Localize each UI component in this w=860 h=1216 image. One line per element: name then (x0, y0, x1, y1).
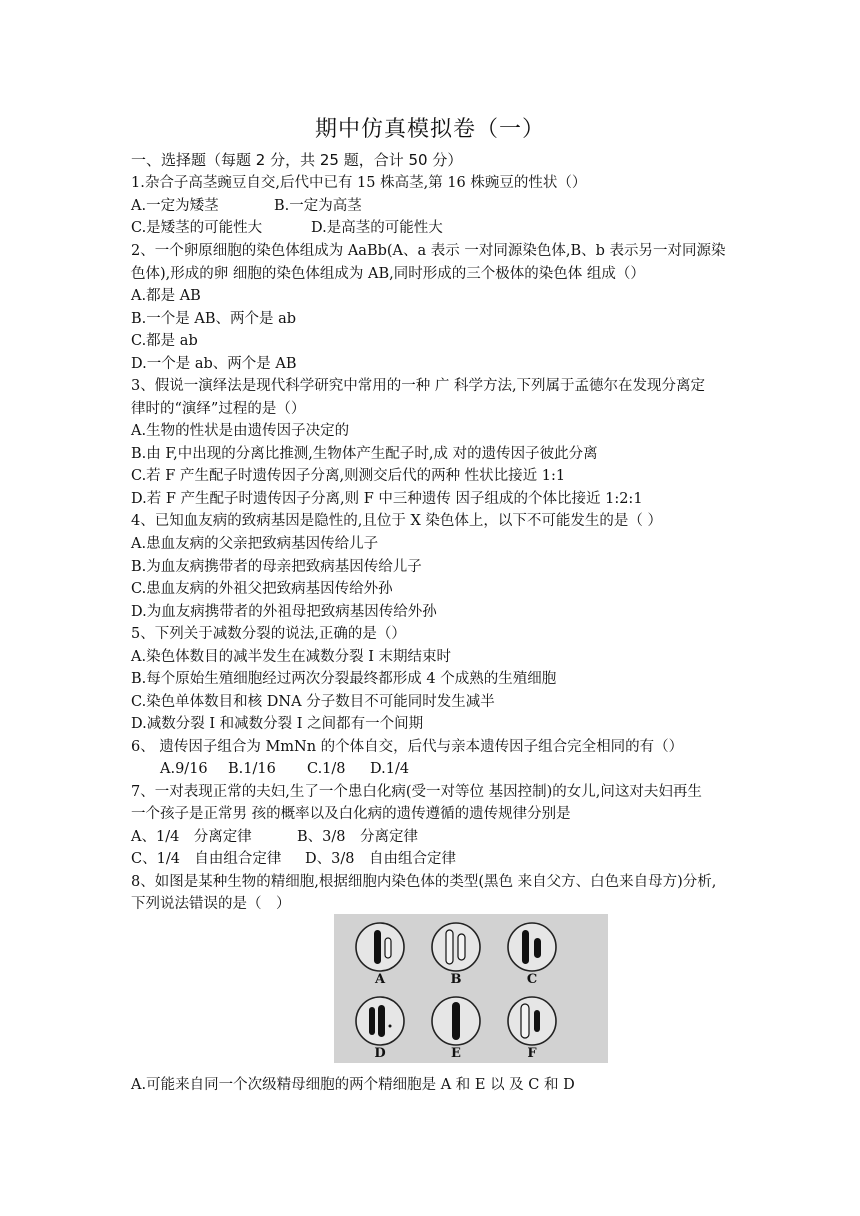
cell-e (432, 997, 480, 1061)
question-7-options-row-1 (131, 826, 741, 848)
question-1-options-row-2 (131, 217, 741, 239)
question-3-stem-line-2: 律时的“演绎”过程的是（） (131, 401, 306, 417)
question-5-option-d: D.减数分裂 I 和减数分裂 I 之间都有一个间期 (131, 716, 424, 732)
question-6-stem: 6、 遗传因子组合为 MmNn 的个体自交，后代与亲本遗传因子组合完全相同的有（） (131, 739, 684, 755)
question-6-option-c: C.1/8 (307, 761, 346, 777)
question-4-stem: 4、已知血友病的致病基因是隐性的,且位于 X 染色体上，以下不可能发生的是（ ） (131, 513, 662, 529)
question-6-option-d: D.1/4 (370, 761, 410, 777)
question-2-option-b: B.一个是 AB、两个是 ab (131, 311, 297, 327)
question-6-options-row (160, 758, 770, 780)
question-8-stem-line-1: 8、如图是某种生物的精细胞,根据细胞内染色体的类型(黑色 来自父方、白色来自母方)分析, (131, 874, 717, 890)
question-1-options-row-1 (131, 195, 741, 217)
question-1-option-c: C.是矮茎的可能性大 (131, 220, 263, 236)
question-1-stem: 1.杂合子高茎豌豆自交,后代中已有 15 株高茎,第 16 株豌豆的性状（） (131, 175, 587, 191)
cell-label-d: D (374, 1046, 386, 1061)
question-3-option-a: A.生物的性状是由遗传因子决定的 (131, 423, 350, 439)
question-7-option-d: D、3/8 自由组合定律 (305, 851, 456, 867)
sperm-cells-diagram (334, 914, 608, 1063)
question-5-option-a: A.染色体数目的减半发生在减数分裂 I 末期结束时 (131, 649, 452, 665)
question-5-option-c: C.染色单体数目和核 DNA 分子数目不可能同时发生减半 (131, 694, 495, 710)
cell-label-c: C (526, 972, 538, 987)
question-4-option-c: C.患血友病的外祖父把致病基因传给外孙 (131, 581, 393, 597)
question-6-option-b: B.1/16 (228, 761, 276, 777)
question-3-option-c: C.若 F 产生配子时遗传因子分离,则测交后代的两种 性状比接近 1:1 (131, 468, 566, 484)
cell-c (508, 923, 556, 987)
page-title: 期中仿真模拟卷（一） (314, 117, 545, 142)
question-3-stem-line-1: 3、假说一演绎法是现代科学研究中常用的一种 广 科学方法,下列属于孟德尔在发现分离定 (131, 378, 706, 394)
cell-label-b: B (450, 972, 462, 987)
sperm-cells-figure (334, 914, 608, 1063)
question-7-option-b: B、3/8 分离定律 (297, 829, 418, 845)
question-2-option-a: A.都是 AB (131, 288, 201, 304)
question-1-option-b: B.一定为高茎 (274, 198, 362, 214)
question-2-stem-line-1: 2、一个卵原细胞的染色体组成为 AaBb(A、a 表示 一对同源染色体,B、b 表示另一对同源染 (131, 243, 726, 259)
question-3-option-d: D.若 F 产生配子时遗传因子分离,则 F 中三种遗传 因子组成的个体比接近 1:2:1 (131, 491, 643, 507)
question-4-option-d: D.为血友病携带者的外祖母把致病基因传给外孙 (131, 604, 437, 620)
question-4-option-b: B.为血友病携带者的母亲把致病基因传给儿子 (131, 559, 422, 575)
cell-f (508, 997, 556, 1061)
question-7-stem-line-2: 一个孩子是正常男 孩的概率以及白化病的遗传遵循的遗传规律分别是 (131, 806, 571, 822)
question-1-option-a: A.一定为矮茎 (131, 198, 219, 214)
question-5-option-b: B.每个原始生殖细胞经过两次分裂最终都形成 4 个成熟的生殖细胞 (131, 671, 557, 687)
question-6-option-a: A.9/16 (160, 761, 208, 777)
question-4-option-a: A.患血友病的父亲把致病基因传给儿子 (131, 536, 379, 552)
question-3-option-b: B.由 F,中出现的分离比推测,生物体产生配子时,成 对的遗传因子彼此分离 (131, 446, 598, 462)
question-2-option-d: D.一个是 ab、两个是 AB (131, 356, 297, 372)
question-7-option-c: C、1/4 自由组合定律 (131, 851, 282, 867)
section-heading: 一、选择题（每题 2 分，共 25 题，合计 50 分） (131, 151, 463, 169)
question-7-option-a: A、1/4 分离定律 (131, 829, 252, 845)
cell-a (356, 923, 404, 987)
question-5-stem: 5、下列关于减数分裂的说法,正确的是（） (131, 626, 406, 642)
question-7-options-row-2 (131, 848, 741, 870)
cell-label-e: E (451, 1046, 461, 1061)
cell-b (432, 923, 480, 987)
cell-label-f: F (527, 1046, 537, 1061)
question-8-stem-line-2: 下列说法错误的是（ ） (131, 896, 291, 912)
question-2-option-c: C.都是 ab (131, 333, 198, 349)
cell-label-a: A (374, 972, 386, 987)
cell-d (356, 997, 404, 1061)
question-8-option-a: A.可能来自同一个次级精母细胞的两个精细胞是 A 和 E 以 及 C 和 D (131, 1077, 575, 1093)
question-2-stem-line-2: 色体),形成的卵 细胞的染色体组成为 AB,同时形成的三个极体的染色体 组成（） (131, 266, 645, 282)
question-7-stem-line-1: 7、一对表现正常的夫妇,生了一个患白化病(受一对等位 基因控制)的女儿,问这对夫妇再生 (131, 784, 702, 800)
question-1-option-d: D.是高茎的可能性大 (311, 220, 443, 236)
